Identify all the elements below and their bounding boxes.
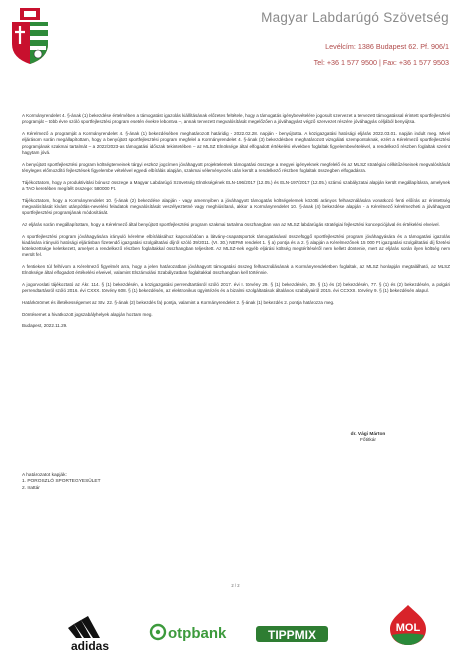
body-paragraph: A fentieken túl felhívom a Kérelmező figyelmét arra, hogy a jelen határozatban jóváhagyott támogatási összeg felhasználásának a Kormányrendeletben foglaltak, az MLSZ honlapján megtalálható, az MLSZ Elnöksége által elfogadott értékelési elveivel, valamint Elszámolási Szabályzatban foglaltakkal összhangban kell történnie. <box>22 264 450 276</box>
recipients-heading: A határozatot kapják: <box>22 473 67 478</box>
recipients-list <box>22 473 101 492</box>
mol-logo <box>386 603 430 647</box>
body-paragraph: Határkörömet és illetékességemet az Stv. 22. §-ának (2) bekezdés fa) pontja, valamint a Kormányrendelet 2. §-ának (1) bekezdés 2. pontja határozza meg. <box>22 300 335 306</box>
page-number: 2 / 2 <box>231 583 240 588</box>
date-line: Budapest, 2022.11.29. <box>22 323 68 329</box>
body-paragraph: Tájékoztatom, hogy a produktivitási bónusz összege a Magyar Labdarúgó Szövetség Elnökségének ELN-196/2017 (12.05.) és ELN-197/2017 (12.05.) számú szabályzatai alapján került megállapításra, amelynek a TAO keretében megítélt összege: 580000 Ft. <box>22 179 450 191</box>
letterhead <box>0 0 471 80</box>
recipient-item: 2. Irattár <box>22 485 40 491</box>
body-paragraph: Az eljárás során megállapítottam, hogy a Kérelmező által benyújtott sportfejlesztési program szakmai tartalma összhangban van az MLSZ labdarúgás stratégiai fejlesztési koncepciójával és értékelési elveivel. <box>22 221 440 227</box>
body-paragraph: Tájékoztatom, hogy a Kormányrendelet 10. §-ának (2) bekezdése alapján - vagy amennyiben a jóváhagyott támogatás költségelemek közötti arányos felhasználására vonatkozó fenti előírás az érintettség megvalósítását kívánt utánpótlás-nevelési feladatok megvalósítását veszélyeztetné vagy meghiúsítaná, akkor a Kormányrendelet 10. §-ának (4) bekezdése alapján - a Kérelmező kérelmezheti a jóváhagyott sportfejlesztési programjának módosítását. <box>22 197 450 216</box>
signatory-title: Főtitkár <box>360 438 376 444</box>
adidas-logo <box>62 614 118 654</box>
organization-address: Levélcím: 1386 Budapest 62. Pf. 906/1 <box>325 42 449 51</box>
body-paragraph: A Kérelmező a programját a Kormányrendelet 4. §-ának (1) bekezdésében meghatározott határidig - 2022.02.28. napján - benyújtotta. A közigazgatási hatósági eljárás 2022.03.01. napján indult meg. Mivel eljárásom során megállapítottam, hogy a benyújtott sportfejlesztési program megfelel a Kormányrendelet 4. §-ának (3) bekezdésben meghatározott vizsgálati szempontoknak, ezért a Kérelmező sportfejlesztési programjának szakmai tartalmát – a 2022/2023-as támogatási időszak tekintetében – az MLSZ Elnöksége által elfogadott értékelési elvekben foglaltak figyelembevételével, a rendelkező részben foglaltak szerint hagytam jóvá. <box>22 130 450 155</box>
tippmix-logo <box>256 624 328 644</box>
tippmix-wordmark: TIPPMIX <box>267 628 317 642</box>
signature-block <box>328 432 408 445</box>
body-paragraph: A benyújtott sportfejlesztési program költségterveinek tárgyi eszköz jogcímen jóváhagyott projektelemek támogatási összege a megyei igényeknek megfelelő és az MLSZ stratégiai célkitűzéseinek megvalósítását tényleges előmozdító fejlesztések figyelembe vételével egyedi elbírálás alapján, szakmai véleményezés után került a rendelkező részben foglaltak összegben elfogadásra. <box>22 161 450 173</box>
organization-name: Magyar Labdarúgó Szövetség <box>261 10 449 25</box>
body-paragraph: Döntésemet a hivatkozott jogszabályhelyek alapján hoztam meg. <box>22 311 153 317</box>
signatory-name: dr. Vági Márton <box>350 432 386 437</box>
otpbank-wordmark: otpbank <box>168 625 227 642</box>
organization-contact: Tel: +36 1 577 9500 | Fax: +36 1 577 9503 <box>313 58 449 67</box>
mlsz-crest-icon <box>10 8 50 64</box>
recipient-item: 1. POROSZLÓ SPORTEGYESÜLET <box>22 479 101 485</box>
body-paragraph: A jogorvoslati tájékoztató az Ákr. 114. § (1) bekezdésén, a közigazgatási perrendtartásról szóló 2017. évi I. törvény 29. § (1) bekezdésén, 39. § (1) és (2) bekezdésén, 77. § (1) és (2) bekezdésén, a polgári perrendtartásról szóló 2016. évi CXXX. törvény 608. § (1) bekezdésén, az elektronikus ügyintézés és a bizalmi szolgáltatások általános szabályairól 2015. évi CCXXII. törvény 9. § (1) bekezdésén alapul. <box>22 282 450 294</box>
mol-wordmark: MOL <box>395 622 421 634</box>
otpbank-logo <box>148 618 232 646</box>
body-paragraph: A Kormányrendelet 4. §-ának (1) bekezdése értelmében a támogatást igazolás kiállításának előzetes feltétele, hogy a támogatás igénybevételére jogosult szervezet a tervezett támogatással érintett sportfejlesztési programját – több évre szóló sportfejlesztési program esetén évekre lebontva –, annak tervezett megvalósítását megelőzően a jóváhagyást végző szervezet részére jóváhagyás céljából benyújtsa. <box>22 113 450 125</box>
decision-body <box>22 113 450 335</box>
body-paragraph: A sportfejlesztési program jóváhagyására irányuló kérelme elbírálásához kapcsolódóan a látvány-csapatsportok támogatásával összefüggő sportfejlesztési program jóváhagyására és a támogatási igazolás kiadására irányuló hatósági eljárásban fizetendő igazgatási szolgáltatási díjról szóló 39/2011. (VI. 30.) NEFMI rendelet 1. § a) pontja és a 2. § alapján a Kérelmezőnek 15 000 Ft igazgatási szolgáltatási díj fizetési kötelezettsége keletkezett, amelyet a rendelkező részben foglaltakkal összhangban teljesített. Az MLSZ-nek egyéb eljárási költség megtérítéséről nem kellett döntenie, mert az eljárás során ilyen költség nem merült fel. <box>22 233 450 258</box>
adidas-wordmark: adidas <box>70 639 110 653</box>
